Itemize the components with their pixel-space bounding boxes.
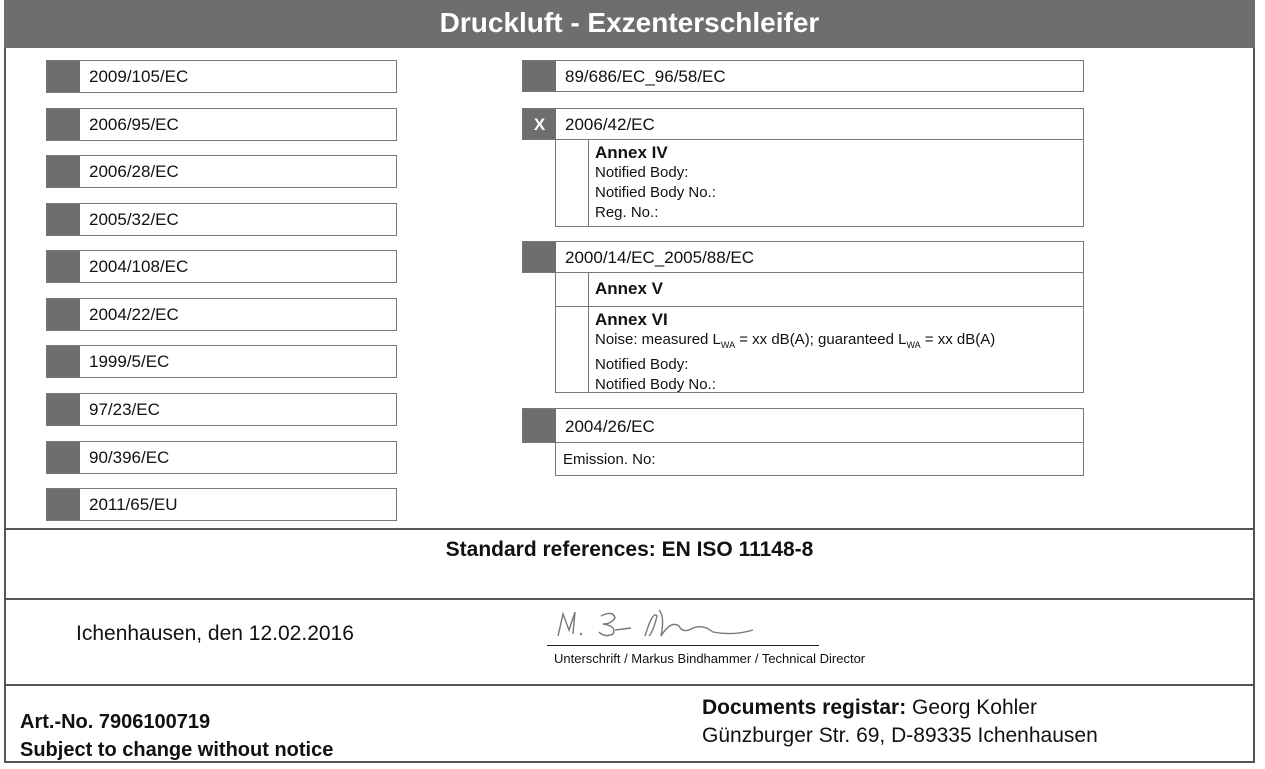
annex-title: Annex V bbox=[595, 279, 664, 298]
checkbox[interactable] bbox=[523, 409, 556, 442]
page-title: Druckluft - Exzenterschleifer bbox=[4, 0, 1255, 48]
checkbox[interactable] bbox=[47, 251, 80, 282]
notified-body-no-label: Notified Body No.: bbox=[595, 376, 716, 393]
directive-code: 2011/65/EU bbox=[89, 495, 178, 514]
standard-references: Standard references: EN ISO 11148-8 bbox=[445, 538, 814, 561]
annex-v-block bbox=[555, 272, 1084, 307]
annex-iv-block bbox=[555, 139, 1084, 227]
change-notice: Subject to change without notice bbox=[20, 739, 334, 761]
signature-line bbox=[547, 645, 819, 646]
directive-code: 89/686/EC_96/58/EC bbox=[565, 67, 726, 86]
notified-body-no-label: Notified Body No.: bbox=[595, 184, 716, 201]
left-directive-row[interactable] bbox=[46, 203, 397, 236]
annex-title: Annex VI bbox=[595, 310, 668, 329]
directive-code: 2005/32/EC bbox=[89, 210, 179, 229]
noise-line: Noise: measured $L_{WA}$ = xx dB(A); guaranteed $L_{WA}$ = xx dB(A) bbox=[595, 331, 996, 350]
checkbox[interactable] bbox=[47, 489, 80, 520]
directive-code: 2009/105/EC bbox=[89, 67, 189, 86]
directive-89-686[interactable] bbox=[522, 60, 1084, 92]
checkbox[interactable] bbox=[47, 442, 80, 473]
directive-code: 1999/5/EC bbox=[89, 352, 170, 371]
emission-label: Emission. No: bbox=[563, 451, 656, 468]
left-directive-row[interactable] bbox=[46, 488, 397, 521]
annex-vi-block bbox=[555, 306, 1084, 393]
checkbox-checked[interactable]: X bbox=[523, 109, 556, 139]
directive-code: 2004/22/EC bbox=[89, 305, 179, 324]
directive-code: 2004/108/EC bbox=[89, 257, 189, 276]
directive-2006-42[interactable] bbox=[522, 108, 1084, 140]
left-directive-row[interactable] bbox=[46, 345, 397, 378]
registrar-name: Georg Kohler bbox=[906, 696, 1037, 719]
left-directive-row[interactable] bbox=[46, 60, 397, 93]
directive-code: 97/23/EC bbox=[89, 400, 160, 419]
left-directive-row[interactable] bbox=[46, 393, 397, 426]
checkbox[interactable] bbox=[47, 109, 80, 140]
notified-body-label: Notified Body: bbox=[595, 164, 689, 181]
standards-section bbox=[4, 528, 1255, 600]
signature-image bbox=[553, 606, 763, 646]
checkbox[interactable] bbox=[47, 204, 80, 235]
checkbox[interactable] bbox=[47, 346, 80, 377]
left-directive-row[interactable] bbox=[46, 108, 397, 141]
registrar-address: Günzburger Str. 69, D-89335 Ichenhausen bbox=[702, 724, 1098, 747]
checkbox[interactable] bbox=[47, 156, 80, 187]
directive-2004-26[interactable] bbox=[522, 408, 1084, 443]
left-directive-row[interactable] bbox=[46, 155, 397, 188]
left-directive-row[interactable] bbox=[46, 298, 397, 331]
left-directive-row[interactable] bbox=[46, 441, 397, 474]
checkbox[interactable] bbox=[523, 61, 556, 91]
directive-code: 2006/95/EC bbox=[89, 115, 179, 134]
reg-no-label: Reg. No.: bbox=[595, 204, 659, 221]
footer-right bbox=[702, 694, 1098, 750]
place-date: Ichenhausen, den 12.02.2016 bbox=[76, 622, 354, 645]
registrar-label: Documents registar: bbox=[702, 696, 907, 719]
footer-left bbox=[20, 708, 333, 764]
checkbox[interactable] bbox=[47, 61, 80, 92]
checkbox[interactable] bbox=[523, 242, 556, 272]
directive-code: 2006/42/EC bbox=[565, 115, 655, 134]
directive-code: 2004/26/EC bbox=[565, 417, 655, 436]
signature-label: Unterschrift / Markus Bindhammer / Technical Director bbox=[554, 651, 866, 666]
annex-title: Annex IV bbox=[595, 143, 668, 162]
directive-code: 90/396/EC bbox=[89, 448, 170, 467]
article-number: Art.-No. 7906100719 bbox=[20, 711, 211, 733]
left-directive-row[interactable] bbox=[46, 250, 397, 283]
directive-2000-14[interactable] bbox=[522, 241, 1084, 273]
notified-body-label: Notified Body: bbox=[595, 356, 689, 373]
checkbox[interactable] bbox=[47, 299, 80, 330]
checkbox[interactable] bbox=[47, 394, 80, 425]
directive-code: 2000/14/EC_2005/88/EC bbox=[565, 248, 755, 267]
emission-block bbox=[555, 442, 1084, 476]
directive-code: 2006/28/EC bbox=[89, 162, 179, 181]
